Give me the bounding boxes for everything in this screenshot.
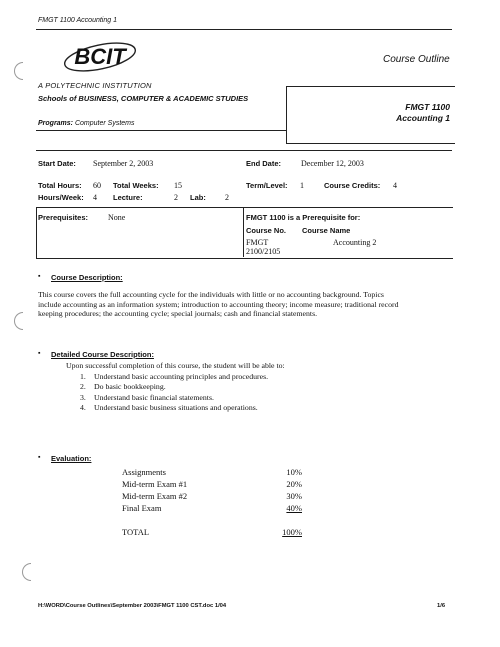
course-description-line: include accounting as an information system; introduction to accounting theory; income measure; traditional record (38, 299, 399, 309)
hours-week-label: Hours/Week: (38, 193, 84, 202)
doc-type: Course Outline (383, 54, 450, 65)
end-date-value: December 12, 2003 (301, 159, 364, 168)
lab-label: Lab: (190, 193, 206, 202)
prereq-course-name: Accounting 2 (333, 238, 377, 247)
objective-text: Understand basic business situations and operations. (94, 403, 258, 412)
lab-value: 2 (225, 193, 229, 202)
objective-number: 3. (80, 393, 86, 402)
course-description-line: keeping procedures; the accounting cycle; special journals; cash and financial statements. (38, 309, 318, 318)
course-description-title: Course Description: (51, 273, 123, 282)
total-hours-value: 60 (93, 181, 101, 190)
evaluation-item-weight: 40% (286, 503, 302, 513)
objective-number: 1. (80, 372, 86, 381)
total-weeks-value: 15 (174, 181, 182, 190)
footer-file-path: H:\WORD\Course Outlines\September 2003\FMGT 1100 CST.doc 1/04 (38, 603, 227, 609)
programs-label: Programs: (38, 120, 74, 127)
evaluation-item-name: Mid-term Exam #2 (122, 491, 188, 501)
detailed-description-title: Detailed Course Description: (51, 350, 154, 359)
prerequisite-for-label: FMGT 1100 is a Prerequisite for: (246, 213, 361, 222)
course-description-text (38, 290, 458, 319)
detailed-description-intro: Upon successful completion of this course, the student will be able to: (66, 361, 285, 370)
course-description-line: This course covers the full accounting cycle for the individuals with little or no accounting background. Topics (38, 290, 384, 299)
margin-hole-mark (22, 563, 31, 581)
credits-label: Course Credits: (324, 181, 381, 190)
course-name: Accounting 1 (396, 113, 450, 123)
margin-hole-mark (14, 312, 23, 330)
evaluation-total-value: 100% (282, 527, 302, 537)
credits-value: 4 (393, 181, 397, 190)
footer-page-number: 1/6 (437, 603, 446, 609)
evaluation-title: Evaluation: (51, 454, 92, 463)
bullet-icon: ▪ (38, 273, 41, 280)
term-label: Term/Level: (246, 181, 288, 190)
objective-number: 2. (80, 382, 86, 391)
running-header: FMGT 1100 Accounting 1 (38, 17, 117, 24)
objective-text: Do basic bookkeeping. (94, 382, 166, 391)
objective-number: 4. (80, 403, 86, 412)
hours-week-value: 4 (93, 193, 97, 202)
schools-line: Schools of BUSINESS, COMPUTER & ACADEMIC STUDIES (38, 94, 249, 103)
prerequisite-box (36, 207, 453, 259)
margin-hole-mark (14, 62, 23, 80)
term-value: 1 (300, 181, 304, 190)
bullet-icon: ▪ (38, 350, 41, 357)
objective-text: Understand basic financial statements. (94, 393, 214, 402)
prereq-course-no: FMGT (246, 238, 269, 247)
prerequisites-value: None (108, 213, 126, 222)
tagline: A POLYTECHNIC INSTITUTION (38, 81, 152, 90)
start-date-label: Start Date: (38, 159, 76, 168)
programs-line (38, 120, 135, 127)
programs-value: Computer Systems (74, 120, 135, 127)
bullet-icon: ▪ (38, 454, 41, 461)
evaluation-item-weight: 10% (286, 467, 302, 477)
evaluation-total-label: TOTAL (122, 527, 150, 537)
evaluation-item-weight: 20% (286, 479, 302, 489)
course-code: FMGT 1100 (405, 102, 450, 112)
total-weeks-label: Total Weeks: (113, 181, 159, 190)
prerequisite-divider (243, 207, 244, 257)
start-date-value: September 2, 2003 (93, 159, 154, 168)
prereq-course-no-range: 2100/2105 (246, 247, 281, 256)
evaluation-item-name: Final Exam (122, 503, 162, 513)
course-no-header: Course No. (246, 226, 287, 235)
header-rule (36, 29, 452, 30)
programs-rule (36, 130, 286, 131)
total-hours-label: Total Hours: (38, 181, 82, 190)
evaluation-item-name: Mid-term Exam #1 (122, 479, 188, 489)
info-top-rule (36, 150, 452, 151)
prerequisites-label: Prerequisites: (38, 213, 89, 222)
end-date-label: End Date: (246, 159, 282, 168)
logo-text: BCIT (74, 44, 126, 69)
bcit-logo (60, 34, 140, 80)
evaluation-item-name: Assignments (122, 467, 166, 477)
lecture-value: 2 (174, 193, 178, 202)
lecture-label: Lecture: (113, 193, 143, 202)
objective-text: Understand basic accounting principles and procedures. (94, 372, 269, 381)
course-name-header: Course Name (302, 226, 351, 235)
evaluation-item-weight: 30% (286, 491, 302, 501)
